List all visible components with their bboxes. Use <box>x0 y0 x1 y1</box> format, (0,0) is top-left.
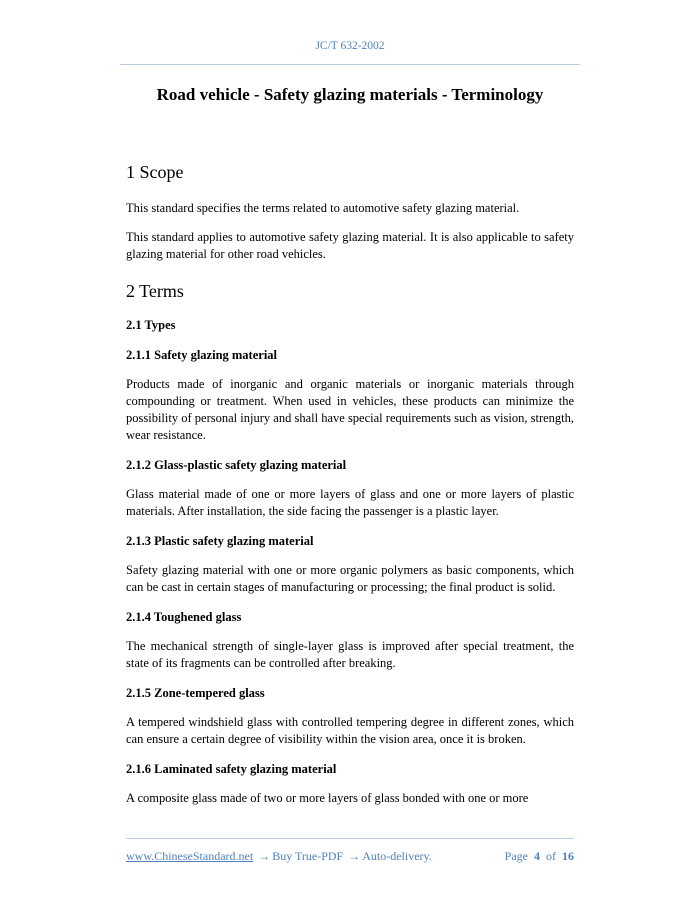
buy-pdf-text: Buy True-PDF <box>272 849 344 863</box>
of-label: of <box>546 849 556 863</box>
footer-divider <box>126 838 574 839</box>
current-page-number: 4 <box>534 849 540 863</box>
scope-paragraph-2: This standard applies to automotive safety glazing material. It is also applicable to safety glazing material for other road vehicles. <box>126 230 574 261</box>
document-body <box>126 160 574 819</box>
arrow-right-icon: → <box>258 849 271 863</box>
arrow-right-icon: → <box>348 849 361 863</box>
term-heading-2-1-4: 2.1.4 Toughened glass <box>126 610 242 624</box>
term-text-2-1-3: Safety glazing material with one or more organic polymers as basic components, which can be cast in certain stages of manufacturing or processing; the final product is solid. <box>126 563 574 594</box>
total-pages-number: 16 <box>562 849 574 863</box>
term-text-2-1-6: A composite glass made of two or more layers of glass bonded with one or more <box>126 791 529 805</box>
section-scope-heading: 1 Scope <box>126 162 184 182</box>
auto-delivery-text: Auto-delivery. <box>362 849 432 863</box>
term-text-2-1-5: A tempered windshield glass with controlled tempering degree in different zones, which can ensure a certain degree of visibility within the vision area, once it is broken. <box>126 715 574 746</box>
term-heading-2-1-1: 2.1.1 Safety glazing material <box>126 348 278 362</box>
term-text-2-1-2: Glass material made of one or more layers of glass and one or more layers of plastic materials. After installation, the side facing the passenger is a plastic layer. <box>126 487 574 518</box>
page-indicator <box>505 849 574 864</box>
term-heading-2-1-3: 2.1.3 Plastic safety glazing material <box>126 534 314 548</box>
header-standard-code: JC/T 632-2002 <box>315 40 385 52</box>
term-text-2-1-1: Products made of inorganic and organic materials or inorganic materials through compounding or treatment. When used in vehicles, these products can minimize the possibility of personal injury and shall have special requirements such as vision, strength, wear resistance. <box>126 377 574 442</box>
header-divider <box>120 64 580 65</box>
term-heading-2-1-2: 2.1.2 Glass-plastic safety glazing material <box>126 458 347 472</box>
term-text-2-1-4: The mechanical strength of single-layer glass is improved after special treatment, the state of its fragments can be controlled after breaking. <box>126 639 574 670</box>
section-terms-heading: 2 Terms <box>126 281 184 301</box>
document-title: Road vehicle - Safety glazing materials - Terminology <box>156 85 544 104</box>
website-link[interactable]: www.ChineseStandard.net <box>126 849 254 863</box>
term-heading-2-1-5: 2.1.5 Zone-tempered glass <box>126 686 265 700</box>
term-heading-2-1-6: 2.1.6 Laminated safety glazing material <box>126 762 337 776</box>
terms-types-heading: 2.1 Types <box>126 318 176 332</box>
footer-promo <box>126 849 432 864</box>
page-label: Page <box>504 849 528 863</box>
scope-paragraph-1: This standard specifies the terms related to automotive safety glazing material. <box>126 201 520 215</box>
